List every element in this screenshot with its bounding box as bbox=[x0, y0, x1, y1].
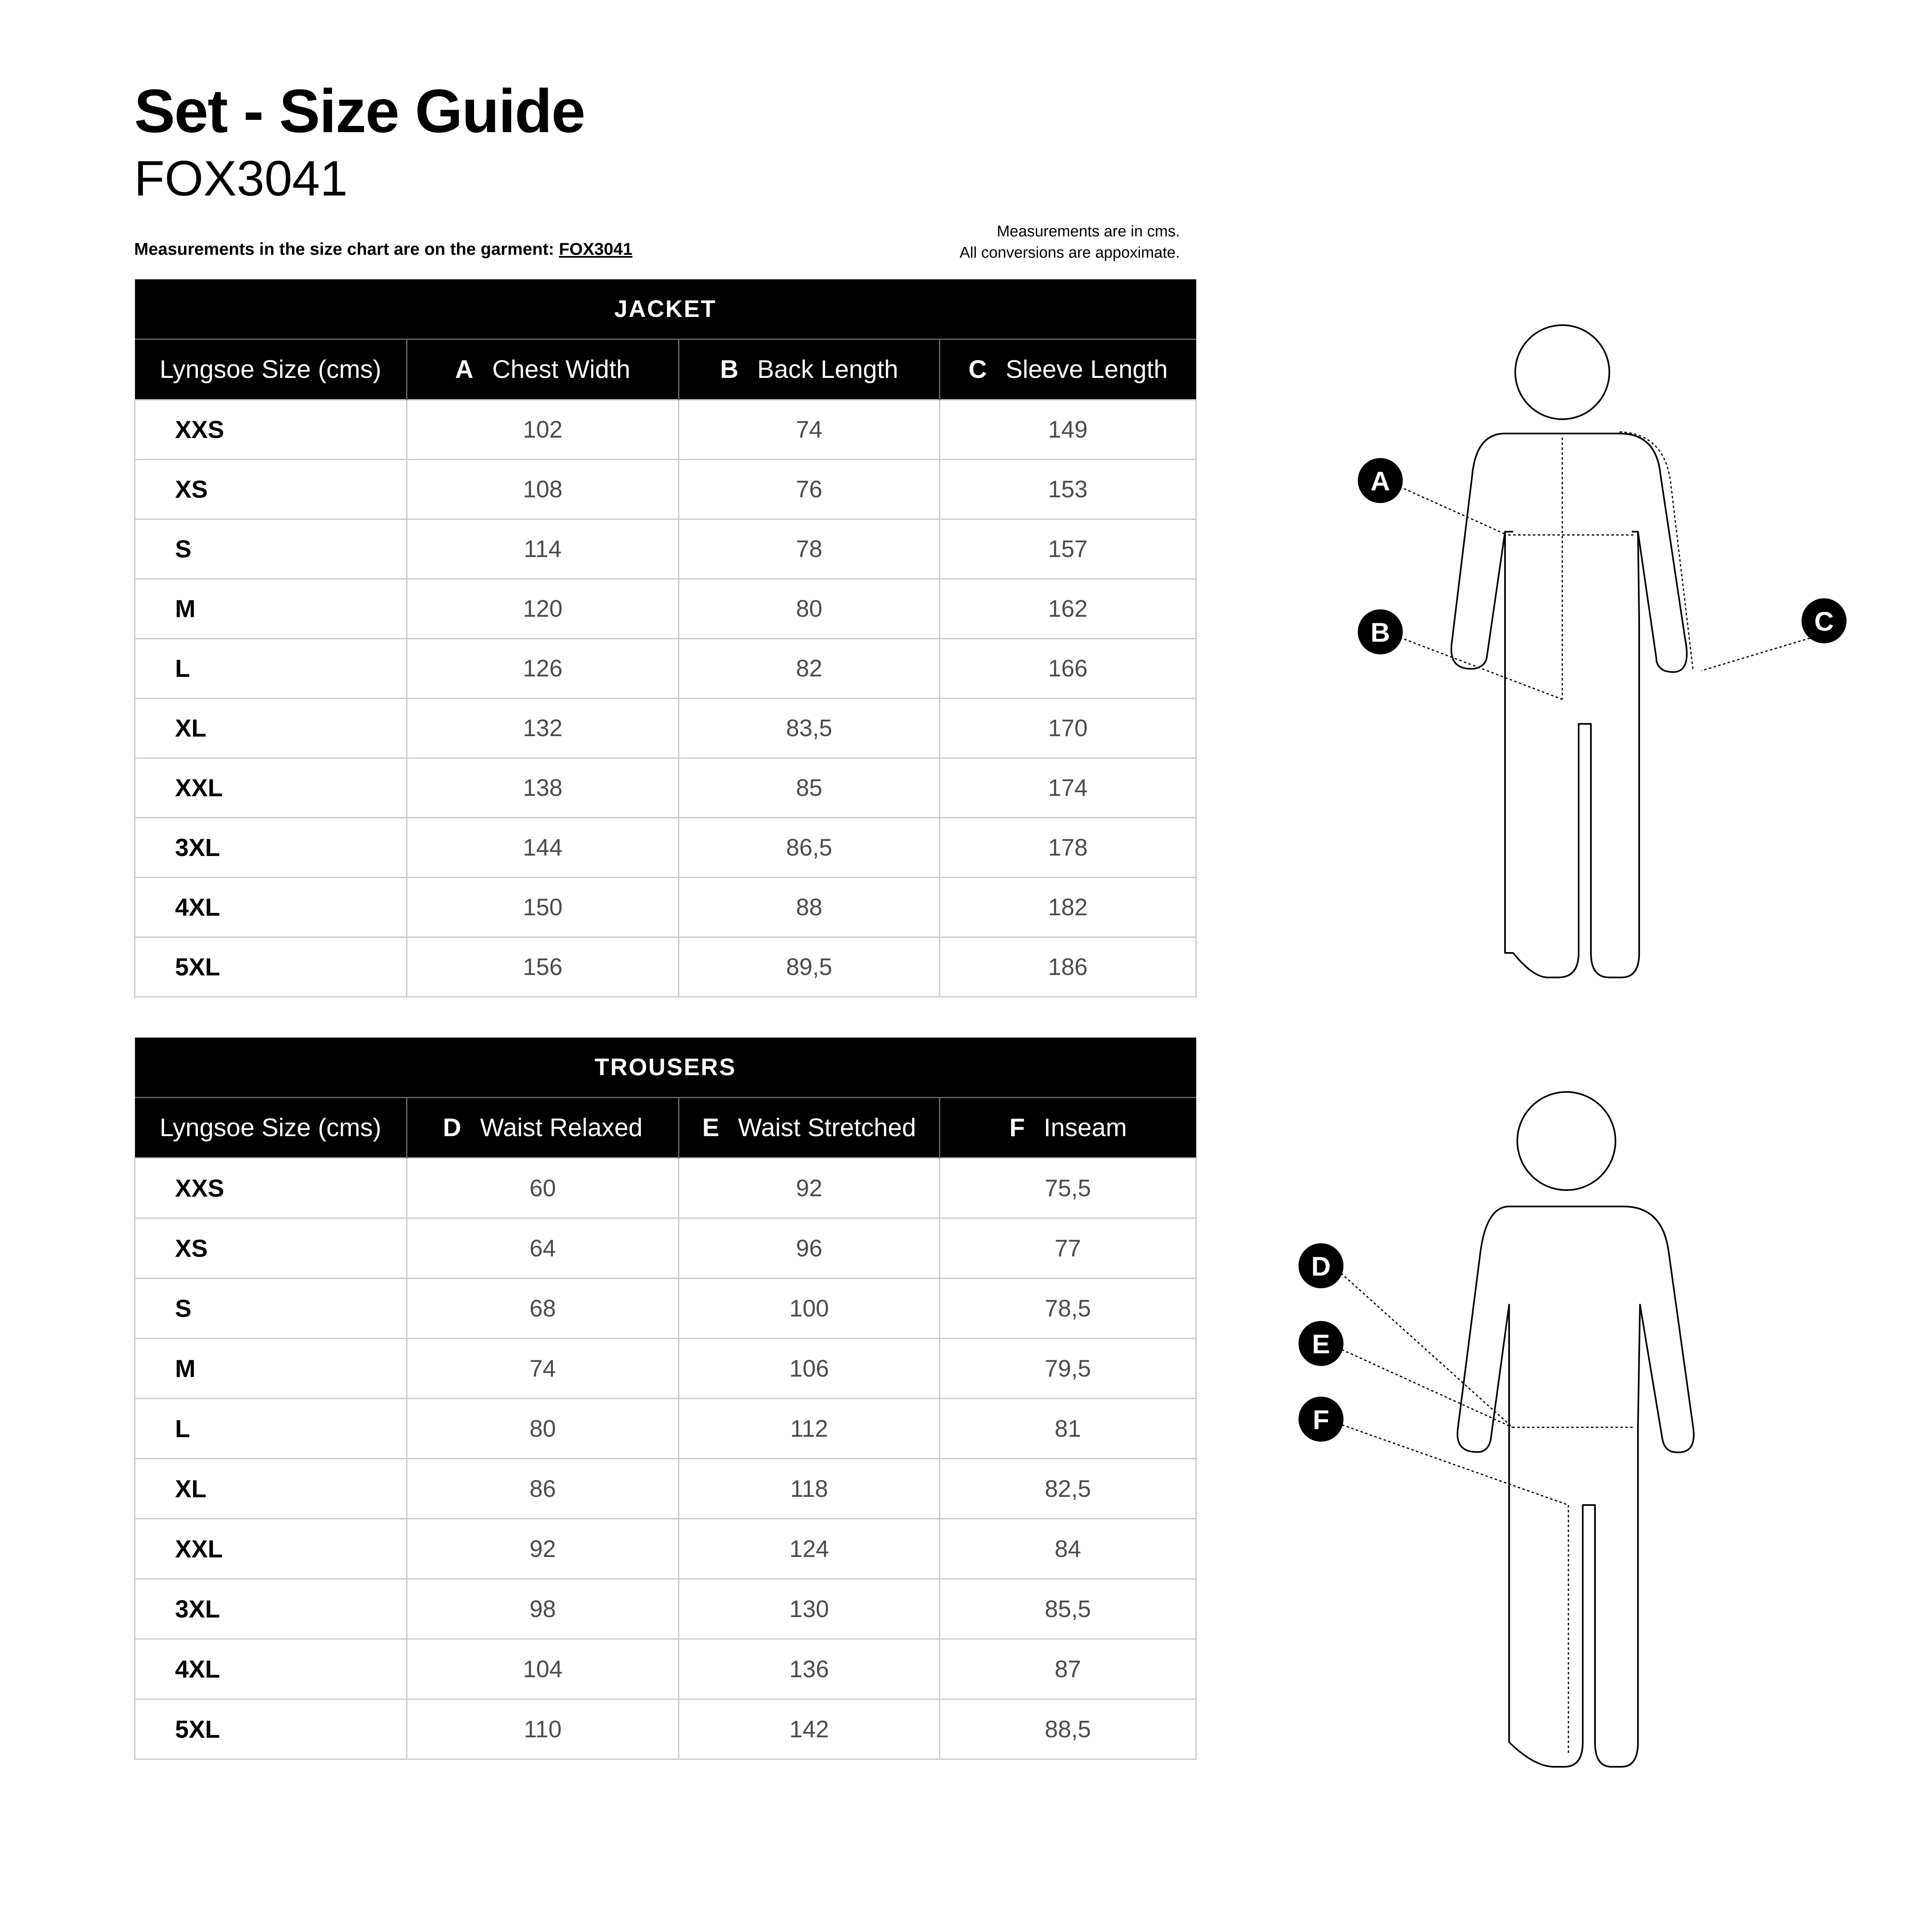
jacket-table-title: JACKET bbox=[135, 279, 1196, 339]
body-outline bbox=[1458, 1092, 1694, 1767]
marker-c-label: C bbox=[1814, 606, 1834, 636]
marker-c bbox=[1802, 598, 1847, 643]
garment-code-link[interactable]: FOX3041 bbox=[559, 239, 633, 258]
value-cell: 82,5 bbox=[940, 1459, 1196, 1519]
value-cell: 82 bbox=[679, 639, 940, 699]
size-cell: 3XL bbox=[135, 818, 407, 878]
value-cell: 92 bbox=[679, 1158, 940, 1218]
header-letter: D bbox=[443, 1114, 461, 1142]
marker-e-label: E bbox=[1312, 1329, 1330, 1359]
sleeve-length-line bbox=[1620, 432, 1693, 671]
value-cell: 162 bbox=[940, 579, 1196, 639]
table-row bbox=[135, 818, 1196, 878]
trousers-header-waist-relaxed bbox=[407, 1098, 679, 1158]
value-cell: 157 bbox=[940, 519, 1196, 579]
size-cell: 3XL bbox=[135, 1579, 407, 1639]
marker-a bbox=[1358, 458, 1403, 503]
value-cell: 186 bbox=[940, 937, 1196, 997]
value-cell: 85 bbox=[679, 758, 940, 818]
marker-b-leader bbox=[1391, 634, 1562, 699]
value-cell: 144 bbox=[407, 818, 679, 878]
size-cell: XS bbox=[135, 460, 407, 519]
table-row bbox=[135, 1639, 1196, 1699]
table-row bbox=[135, 519, 1196, 579]
value-cell: 79,5 bbox=[940, 1339, 1196, 1399]
conversion-line: All conversions are appoximate. bbox=[959, 244, 1180, 261]
size-cell: XS bbox=[135, 1218, 407, 1278]
size-cell: XXS bbox=[135, 1158, 407, 1218]
value-cell: 100 bbox=[679, 1278, 940, 1339]
table-row bbox=[135, 1339, 1196, 1399]
value-cell: 85,5 bbox=[940, 1579, 1196, 1639]
size-cell: XL bbox=[135, 1459, 407, 1519]
marker-b bbox=[1358, 609, 1403, 654]
page-title: Set - Size Guide bbox=[134, 76, 585, 145]
value-cell: 108 bbox=[407, 460, 679, 519]
value-cell: 98 bbox=[407, 1579, 679, 1639]
trousers-header-inseam bbox=[940, 1098, 1196, 1158]
value-cell: 88,5 bbox=[940, 1699, 1196, 1759]
size-cell: 5XL bbox=[135, 937, 407, 997]
size-cell: XXS bbox=[135, 400, 407, 460]
value-cell: 156 bbox=[407, 937, 679, 997]
value-cell: 142 bbox=[679, 1699, 940, 1759]
header-label: Inseam bbox=[1044, 1114, 1127, 1142]
table-row bbox=[135, 460, 1196, 519]
value-cell: 114 bbox=[407, 519, 679, 579]
header-label: Sleeve Length bbox=[1005, 355, 1168, 384]
header-label: Waist Stretched bbox=[738, 1114, 916, 1142]
table-row bbox=[135, 1218, 1196, 1278]
size-cell: L bbox=[135, 1399, 407, 1459]
header-letter: F bbox=[1009, 1114, 1025, 1142]
trousers-size-table bbox=[134, 1038, 1197, 1760]
marker-b-label: B bbox=[1370, 617, 1390, 647]
value-cell: 126 bbox=[407, 639, 679, 699]
value-cell: 83,5 bbox=[679, 699, 940, 758]
trousers-header-row bbox=[135, 1098, 1196, 1158]
value-cell: 112 bbox=[679, 1399, 940, 1459]
trousers-body-shape bbox=[1458, 1206, 1694, 1767]
value-cell: 166 bbox=[940, 639, 1196, 699]
value-cell: 104 bbox=[407, 1639, 679, 1699]
value-cell: 68 bbox=[407, 1278, 679, 1339]
value-cell: 150 bbox=[407, 878, 679, 937]
header-letter: E bbox=[702, 1114, 719, 1142]
value-cell: 153 bbox=[940, 460, 1196, 519]
marker-d-label: D bbox=[1311, 1251, 1331, 1281]
value-cell: 64 bbox=[407, 1218, 679, 1278]
value-cell: 92 bbox=[407, 1519, 679, 1579]
size-cell: S bbox=[135, 519, 407, 579]
value-cell: 78 bbox=[679, 519, 940, 579]
value-cell: 178 bbox=[940, 818, 1196, 878]
header-label: Lyngsoe Size (cms) bbox=[160, 1114, 382, 1142]
header-letter: A bbox=[455, 355, 474, 384]
size-cell: 4XL bbox=[135, 878, 407, 937]
marker-f bbox=[1298, 1397, 1343, 1442]
header-letter: C bbox=[968, 355, 987, 384]
marker-d-leader bbox=[1337, 1270, 1512, 1427]
trousers-table-title: TROUSERS bbox=[135, 1038, 1196, 1098]
value-cell: 106 bbox=[679, 1339, 940, 1399]
value-cell: 74 bbox=[407, 1339, 679, 1399]
header-label: Lyngsoe Size (cms) bbox=[160, 355, 382, 384]
marker-f-leader bbox=[1337, 1423, 1568, 1505]
size-cell: L bbox=[135, 639, 407, 699]
size-cell: XL bbox=[135, 699, 407, 758]
value-cell: 110 bbox=[407, 1699, 679, 1759]
value-cell: 77 bbox=[940, 1218, 1196, 1278]
header-label: Waist Relaxed bbox=[480, 1114, 643, 1142]
value-cell: 132 bbox=[407, 699, 679, 758]
table-row bbox=[135, 579, 1196, 639]
value-cell: 138 bbox=[407, 758, 679, 818]
table-row bbox=[135, 1399, 1196, 1459]
value-cell: 136 bbox=[679, 1639, 940, 1699]
jacket-measurement-figure bbox=[1333, 311, 1873, 990]
value-cell: 86 bbox=[407, 1459, 679, 1519]
marker-c-leader bbox=[1701, 634, 1824, 671]
garment-note-text: Measurements in the size chart are on the garment: bbox=[134, 239, 559, 258]
size-cell: M bbox=[135, 1339, 407, 1399]
value-cell: 96 bbox=[679, 1218, 940, 1278]
head-shape bbox=[1517, 1092, 1615, 1190]
jacket-header-size bbox=[135, 339, 407, 400]
table-row bbox=[135, 758, 1196, 818]
marker-f-label: F bbox=[1312, 1404, 1330, 1435]
trousers-header-waist-stretched bbox=[679, 1098, 940, 1158]
marker-d bbox=[1298, 1243, 1343, 1288]
jacket-header-sleeve-length bbox=[940, 339, 1196, 400]
table-row bbox=[135, 1459, 1196, 1519]
value-cell: 174 bbox=[940, 758, 1196, 818]
marker-e bbox=[1298, 1321, 1343, 1366]
value-cell: 86,5 bbox=[679, 818, 940, 878]
header-letter: B bbox=[720, 355, 739, 384]
size-cell: XXL bbox=[135, 1519, 407, 1579]
size-cell: 5XL bbox=[135, 1699, 407, 1759]
jacket-header-chest bbox=[407, 339, 679, 400]
table-row bbox=[135, 639, 1196, 699]
value-cell: 88 bbox=[679, 878, 940, 937]
header-label: Chest Width bbox=[492, 355, 631, 384]
value-cell: 87 bbox=[940, 1639, 1196, 1699]
value-cell: 80 bbox=[407, 1399, 679, 1459]
value-cell: 60 bbox=[407, 1158, 679, 1218]
table-row bbox=[135, 1519, 1196, 1579]
value-cell: 182 bbox=[940, 878, 1196, 937]
value-cell: 149 bbox=[940, 400, 1196, 460]
size-cell: M bbox=[135, 579, 407, 639]
size-cell: S bbox=[135, 1278, 407, 1339]
product-code: FOX3041 bbox=[134, 151, 348, 206]
head-shape bbox=[1515, 325, 1609, 419]
table-row bbox=[135, 400, 1196, 460]
value-cell: 130 bbox=[679, 1579, 940, 1639]
value-cell: 120 bbox=[407, 579, 679, 639]
trousers-measurement-figure bbox=[1280, 1080, 1873, 1771]
value-cell: 102 bbox=[407, 400, 679, 460]
table-row bbox=[135, 1158, 1196, 1218]
jacket-header-back-length bbox=[679, 339, 940, 400]
value-cell: 75,5 bbox=[940, 1158, 1196, 1218]
size-cell: XXL bbox=[135, 758, 407, 818]
table-row bbox=[135, 937, 1196, 997]
table-row bbox=[135, 1699, 1196, 1759]
value-cell: 81 bbox=[940, 1399, 1196, 1459]
marker-a-label: A bbox=[1370, 466, 1390, 496]
value-cell: 124 bbox=[679, 1519, 940, 1579]
marker-e-leader bbox=[1337, 1348, 1512, 1427]
jacket-size-table bbox=[134, 279, 1197, 997]
value-cell: 84 bbox=[940, 1519, 1196, 1579]
table-row bbox=[135, 699, 1196, 758]
marker-a-leader bbox=[1391, 483, 1507, 535]
body-outline bbox=[1451, 325, 1687, 977]
units-line: Measurements are in cms. bbox=[997, 223, 1180, 240]
units-note bbox=[959, 221, 1180, 263]
garment-note bbox=[134, 240, 632, 258]
size-cell: 4XL bbox=[135, 1639, 407, 1699]
jacket-header-row bbox=[135, 339, 1196, 400]
table-row bbox=[135, 878, 1196, 937]
value-cell: 78,5 bbox=[940, 1278, 1196, 1339]
header-label: Back Length bbox=[757, 355, 899, 384]
table-row bbox=[135, 1278, 1196, 1339]
value-cell: 89,5 bbox=[679, 937, 940, 997]
table-row bbox=[135, 1579, 1196, 1639]
trousers-header-size bbox=[135, 1098, 407, 1158]
jacket-body-shape bbox=[1451, 434, 1687, 977]
value-cell: 80 bbox=[679, 579, 940, 639]
value-cell: 76 bbox=[679, 460, 940, 519]
value-cell: 74 bbox=[679, 400, 940, 460]
value-cell: 170 bbox=[940, 699, 1196, 758]
value-cell: 118 bbox=[679, 1459, 940, 1519]
